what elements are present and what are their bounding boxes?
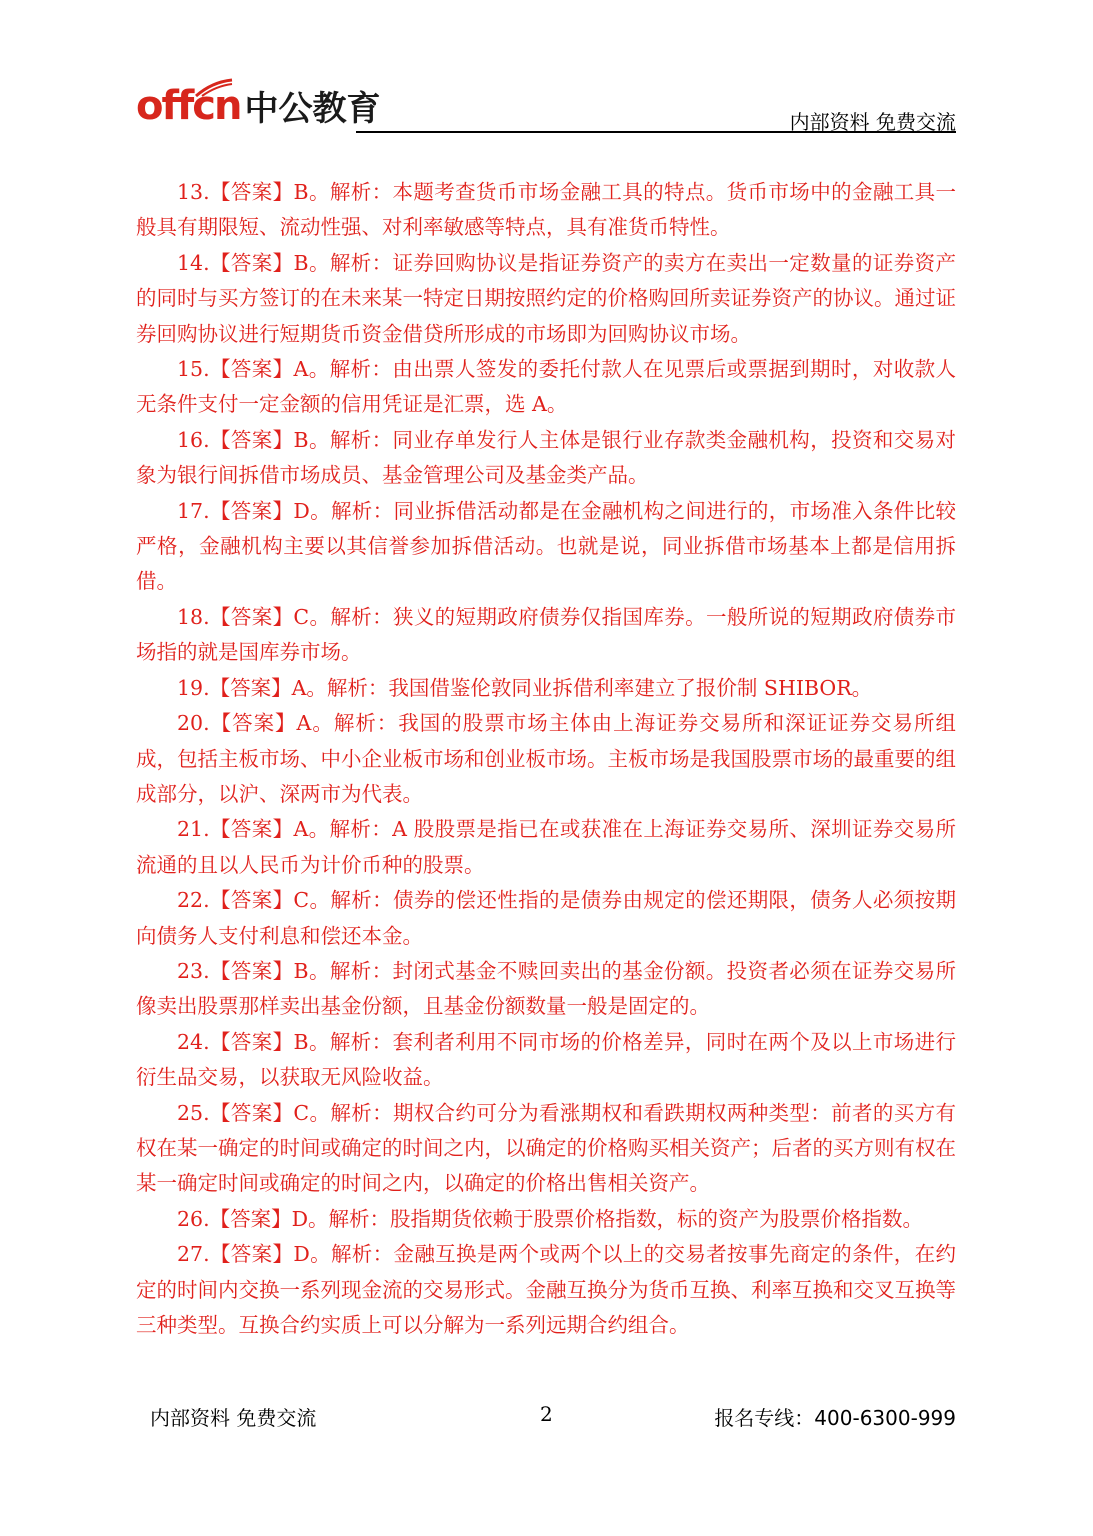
answer-paragraph-27: 27.【答案】D。解析：金融互换是两个或两个以上的交易者按事先商定的条件，在约定的时间内交换一系列现金流的交易形式。金融互换分为货币互换、利率互换和交叉互换等三种类型。互换合约实质上可以分解为一系列远期合约组合。 [136, 1242, 956, 1337]
answer-paragraph-13: 13.【答案】B。解析：本题考查货币市场金融工具的特点。货币市场中的金融工具一般具有期限短、流动性强、对利率敏感等特点，具有准货币特性。 [136, 180, 956, 240]
answer-paragraph-26: 26.【答案】D。解析：股指期货依赖于股票价格指数，标的资产为股票价格指数。 [177, 1206, 924, 1231]
answer-paragraph-24: 24.【答案】B。解析：套利者利用不同市场的价格差异，同时在两个及以上市场进行衍生品交易，以获取无风险收益。 [136, 1029, 956, 1090]
offcn-logo [136, 83, 381, 129]
page-number: 2 [540, 1402, 553, 1426]
answer-paragraph-21: 21.【答案】A。解析：A 股股票是指已在或获准在上海证券交易所、深圳证券交易所流通的且以人民币为计价币种的股票。 [136, 817, 956, 877]
logo-swoosh-icon [194, 78, 234, 98]
header-right-text: 内部资料 免费交流 [789, 110, 956, 134]
answer-paragraph-15: 15.【答案】A。解析：由出票人签发的委托付款人在见票后或票据到期时，对收款人无条件支付一定金额的信用凭证是汇票，选 A。 [136, 357, 956, 417]
footer-hotline: 报名专线：400-6300-999 [714, 1406, 956, 1430]
answer-paragraph-14: 14.【答案】B。解析：证券回购协议是指证券资产的卖方在卖出一定数量的证券资产的同时与买方签订的在未来某一特定日期按照约定的价格购回所卖证券资产的协议。通过证券回购协议进行短期货币资金借贷所形成的市场即为回购协议市场。 [136, 250, 956, 346]
footer-left-text: 内部资料 免费交流 [150, 1406, 317, 1430]
logo-latin-text: offcn [136, 83, 241, 129]
answer-paragraph-19: 19.【答案】A。解析：我国借鉴伦敦同业拆借利率建立了报价制 SHIBOR。 [177, 675, 873, 700]
page-header [136, 82, 956, 136]
answer-paragraph-23: 23.【答案】B。解析：封闭式基金不赎回卖出的基金份额。投资者必须在证券交易所像卖出股票那样卖出基金份额，且基金份额数量一般是固定的。 [136, 958, 956, 1019]
answer-paragraph-22: 22.【答案】C。解析：债券的偿还性指的是债券由规定的偿还期限，债务人必须按期向债务人支付利息和偿还本金。 [136, 888, 956, 948]
logo-chinese-text: 中公教育 [244, 89, 381, 129]
answer-paragraph-16: 16.【答案】B。解析：同业存单发行人主体是银行业存款类金融机构，投资和交易对象为银行间拆借市场成员、基金管理公司及基金类产品。 [136, 427, 956, 488]
answer-paragraph-20: 20.【答案】A。解析：我国的股票市场主体由上海证券交易所和深证证券交易所组成，包括主板市场、中小企业板市场和创业板市场。主板市场是我国股票市场的最重要的组成部分，以沪、深两市为代表。 [136, 711, 956, 806]
answer-paragraph-18: 18.【答案】C。解析：狭义的短期政府债券仅指国库券。一般所说的短期政府债券市场指的就是国库券市场。 [136, 604, 956, 665]
answer-paragraph-25: 25.【答案】C。解析：期权合约可分为看涨期权和看跌期权两种类型：前者的买方有权在某一确定的时间或确定的时间之内，以确定的价格购买相关资产；后者的买方则有权在某一确定时间或确定的时间之内，以确定的价格出售相关资产。 [136, 1100, 956, 1196]
answer-paragraph-17: 17.【答案】D。解析：同业拆借活动都是在金融机构之间进行的，市场准入条件比较严格，金融机构主要以其信誉参加拆借活动。也就是说，同业拆借市场基本上都是信用拆借。 [136, 498, 956, 594]
answer-list [136, 175, 956, 1343]
